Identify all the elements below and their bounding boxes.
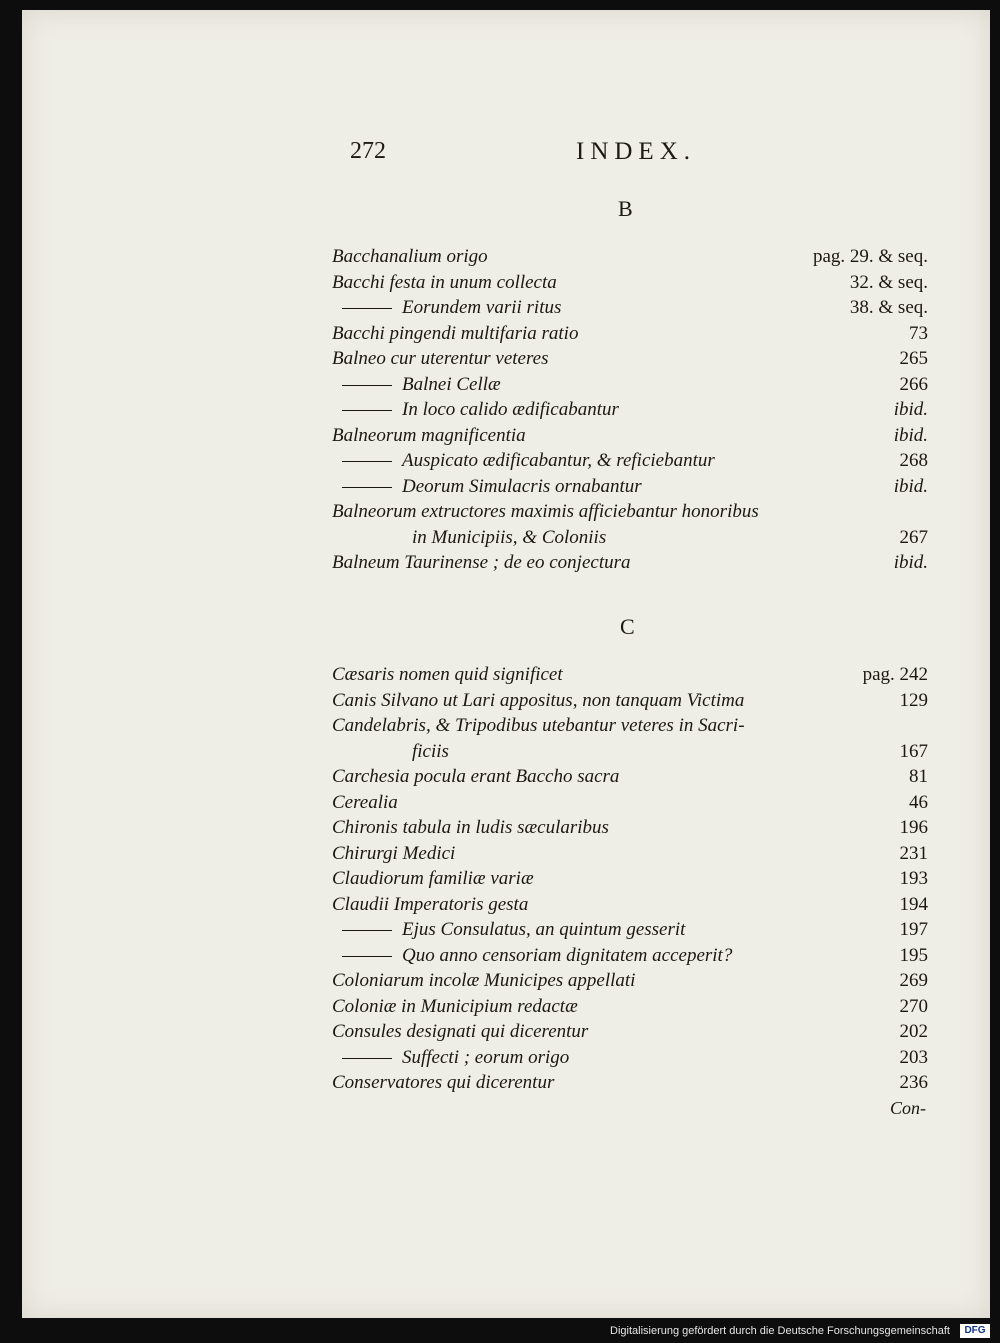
entry-page-ref: 196 [899, 817, 928, 838]
entry-page-ref: 193 [899, 868, 928, 889]
index-entry [412, 741, 928, 769]
entry-page-ref: 236 [899, 1072, 928, 1093]
running-head [350, 138, 950, 178]
entry-text: Suffecti ; eorum origo [402, 1046, 570, 1068]
entry-page-ref: 129 [899, 689, 928, 711]
catchword: Con- [890, 1098, 926, 1118]
index-entry [332, 817, 928, 845]
entry-page-ref: 268 [899, 450, 928, 471]
page-number: 272 [350, 138, 386, 164]
entry-text: In loco calido ædificabantur [402, 399, 619, 420]
entry-text: Balneum Taurinense ; de eo conjectura [332, 552, 631, 573]
entry-text: Bacchanalium origo [332, 246, 488, 267]
ditto-dash [342, 461, 392, 462]
index-entry [332, 272, 928, 300]
entry-text: Cæsaris nomen quid significet [332, 664, 563, 685]
index-entry [332, 348, 928, 376]
entry-text: Ejus Consulatus, an quintum gesserit [402, 919, 686, 940]
index-entry [342, 476, 928, 504]
entry-page-ref: 73 [909, 322, 928, 344]
ditto-dash [342, 487, 392, 488]
index-entry [332, 690, 928, 718]
ditto-dash [342, 410, 392, 411]
entry-page-ref: pag. 242 [862, 664, 928, 685]
index-entry [342, 450, 928, 478]
entry-text: Chironis tabula in ludis sæcularibus [332, 817, 609, 838]
index-entry [332, 323, 928, 351]
index-entry [342, 1047, 928, 1075]
entry-page-ref: 270 [899, 995, 928, 1017]
entry-page-ref: 197 [899, 919, 928, 940]
index-entry [332, 1021, 928, 1049]
entry-text: Bacchi pingendi multifaria ratio [332, 322, 579, 344]
entry-page-ref: 32. & seq. [849, 271, 928, 293]
entry-text: Balneorum magnificentia [332, 424, 526, 446]
entry-page-ref: ibid. [893, 475, 928, 497]
ditto-dash [342, 308, 392, 309]
entry-page-ref: 195 [899, 944, 928, 966]
index-entry [342, 374, 928, 402]
entry-page-ref: ibid. [893, 424, 928, 446]
entry-text: Balneo cur uterentur veteres [332, 348, 549, 369]
ditto-dash [342, 930, 392, 931]
ditto-dash [342, 956, 392, 957]
entry-page-ref: 203 [899, 1046, 928, 1068]
ditto-dash [342, 1058, 392, 1059]
entry-text: Conservatores qui dicerentur [332, 1072, 555, 1093]
entry-text: Cerealia [332, 791, 398, 813]
index-entry [332, 996, 928, 1024]
entry-text: Claudiorum familiæ variæ [332, 868, 534, 889]
index-entry [332, 792, 928, 820]
page-title: INDEX. [576, 138, 697, 165]
entry-page-ref: 194 [899, 893, 928, 915]
entry-text: Eorundem varii ritus [402, 297, 562, 318]
index-entry [342, 399, 928, 427]
entry-page-ref: 81 [909, 766, 928, 787]
index-entry [332, 843, 928, 871]
index-entry [332, 894, 928, 922]
entry-text: Carchesia pocula erant Baccho sacra [332, 766, 620, 787]
entry-text: Consules designati qui dicerentur [332, 1021, 589, 1042]
entry-text: Candelabris, & Tripodibus utebantur veteres in Sacri- [332, 715, 745, 736]
index-entry [332, 1072, 928, 1100]
entry-page-ref: 266 [899, 373, 928, 395]
entry-text: Quo anno censoriam dignitatem acceperit? [402, 944, 733, 966]
index-entry [332, 766, 928, 794]
index-entry [332, 970, 928, 998]
index-entry [332, 664, 928, 692]
entry-text: Claudii Imperatoris gesta [332, 893, 529, 915]
index-entry [332, 868, 928, 896]
entry-page-ref: 265 [899, 348, 928, 369]
entry-page-ref: 267 [899, 526, 928, 548]
index-entry [332, 425, 928, 453]
entry-page-ref: 269 [899, 970, 928, 991]
dfg-logo: DFG [960, 1324, 990, 1338]
entry-text: Auspicato ædificabantur, & reficiebantur [402, 450, 715, 471]
entry-text: Coloniæ in Municipium redactæ [332, 995, 578, 1017]
index-entry [332, 246, 928, 274]
entry-text: Coloniarum incolæ Municipes appellati [332, 970, 636, 991]
index-entry [332, 552, 928, 580]
entry-page-ref: pag. 29. & seq. [812, 246, 928, 267]
entry-page-ref: ibid. [893, 552, 928, 573]
entry-page-ref: ibid. [893, 399, 928, 420]
section-letter-b: B [618, 196, 633, 221]
entry-page-ref: 167 [899, 740, 928, 762]
index-entry [342, 919, 928, 947]
entry-text: Deorum Simulacris ornabantur [402, 475, 642, 497]
index-entry [342, 945, 928, 973]
entry-text: in Municipiis, & Coloniis [412, 526, 607, 548]
entry-text: Chirurgi Medici [332, 842, 456, 864]
index-entry [332, 501, 928, 529]
index-entry [412, 527, 928, 555]
index-entry [332, 715, 928, 743]
index-entry [342, 297, 928, 325]
book-page [22, 10, 990, 1318]
ditto-dash [342, 385, 392, 386]
entry-page-ref: 38. & seq. [849, 297, 928, 318]
entry-text: ficiis [412, 740, 449, 762]
entry-page-ref: 231 [899, 842, 928, 864]
digitization-credit: Digitalisierung gefördert durch die Deutsche Forschungsgemeinschaft [610, 1325, 950, 1337]
entry-page-ref: 202 [899, 1021, 928, 1042]
entry-text: Bacchi festa in unum collecta [332, 271, 557, 293]
entry-text: Canis Silvano ut Lari appositus, non tanquam Victima [332, 689, 745, 711]
section-letter-c: C [620, 614, 635, 639]
entry-page-ref: 46 [909, 791, 928, 813]
entry-text: Balneorum extructores maximis afficiebantur honoribus [332, 501, 759, 522]
entry-text: Balnei Cellæ [402, 373, 501, 395]
